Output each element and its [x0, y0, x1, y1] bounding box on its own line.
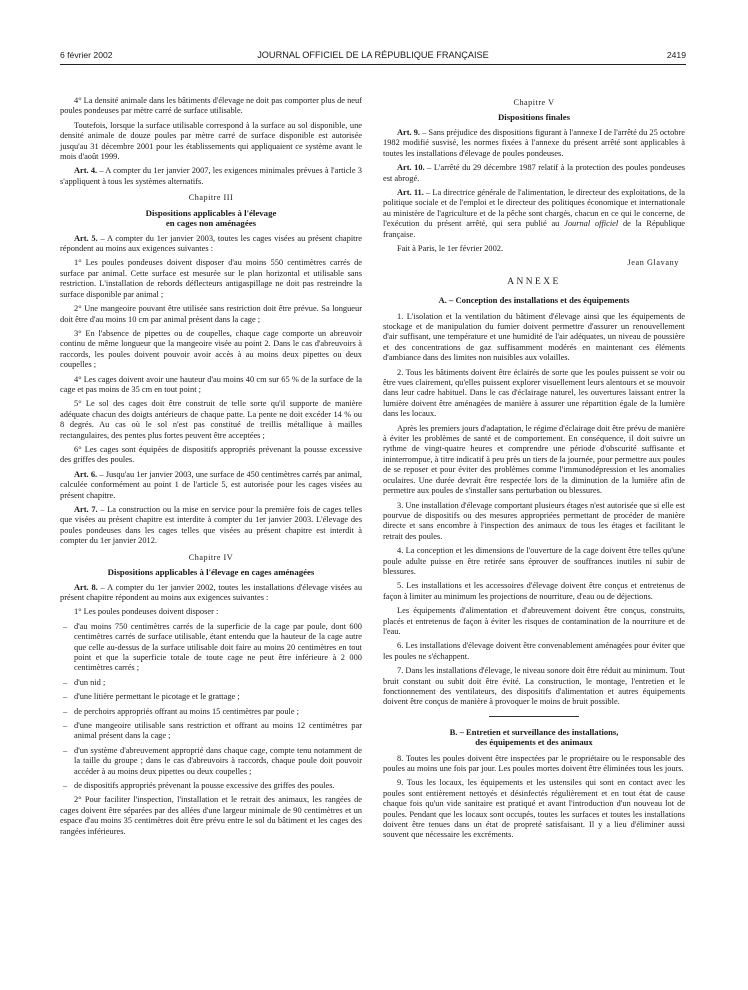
article-7 [60, 505, 362, 547]
section-b-heading-line: des équipements et des animaux [475, 737, 593, 748]
paragraph: 7. Dans les installations d'élevage, le niveau sonore doit être réduit au minimum. Tout bruit constant ou subit doit être évité. La construction, le montage, l'entretien et le fonctionnement des ventilateurs, des dispositifs d'alimentation et autres équipements doivent être conçus de manière à provoquer le moins de bruit possible. [383, 666, 685, 707]
paragraph: 6° Les cages sont équipées de dispositifs appropriés prévenant la pousse excessive des griffes des poules. [60, 444, 362, 465]
signature: Jean Glavany [627, 258, 679, 268]
article-text: – La directrice générale de l'alimentation, le directeur des exploitations, de la politique sociale et de l'emploi et le directeur des politiques économique et internationale au ministère de l'agriculture et de la pêche sont chargés, chacun en ce qui le concerne, de l'exécution du présent arrêté, qui sera publié au [383, 187, 686, 229]
list-item: – d'au moins 750 centimètres carrés de la superficie de la cage par poule, dont 600 centimètres carrés de surface utilisable, étant entendu que la hauteur de la cage autre que celle au-dessus de la surface utilisable doit faire au moins 20 centimètres en tout point et que la superficie totale de toute cage ne peut être inférieure à 2 000 centimètres carrés ; [60, 622, 362, 674]
left-column [60, 96, 362, 841]
article-11 [383, 188, 685, 240]
paragraph: 1. L'isolation et la ventilation du bâtiment d'élevage ainsi que les équipements de stockage et de manipulation du fumier doivent permettre d'assurer un renouvellement d'air suffisant, une température et une humidité de l'air adéquates, un niveau de poussière et des concentrations de gaz suffisamment modérés en maintenant ces éléments d'ambiance dans des limites non nuisibles aux volailles. [383, 311, 685, 363]
chapter-heading: Chapitre IV [188, 552, 234, 562]
article-label: Art. 7. [74, 505, 98, 514]
header-rule [60, 64, 686, 65]
done-at-paris: Fait à Paris, le 1er février 2002. [397, 243, 504, 253]
article-label: Art. 9. [397, 127, 421, 137]
annex-heading: ANNEXE [507, 276, 561, 287]
paragraph: 2° Une mangeoire pouvant être utilisée sans restriction doit être prévue. Sa longueur doit être d'au moins 10 cm par animal présent dans la cage ; [60, 304, 362, 324]
paragraph: 3. Une installation d'élevage comportant plusieurs étages n'est autorisée que si elle est pourvue de dispositifs ou des mesures appropriées permettant de procéder de manière directe et sans encombre à l'inspection des animaux de tous les étages et facilitant le retrait des poules. [383, 500, 685, 541]
paragraph: 1° Les poules pondeuses doivent disposer d'au moins 550 centimètres carrés de surface par animal. Cette surface est mesurée sur le plan horizontal et utilisable sans restriction. L'installation de rebords déflecteurs antigaspillage ne doit pas restreindre la surface disponible par animal ; [60, 258, 362, 299]
article-9 [383, 128, 685, 159]
article-label: Art. 10. [397, 163, 425, 173]
article-text: – La construction ou la mise en service pour la première fois de cages telles que visées au présent chapitre est interdite à compter du 1er janvier 2003. L'élevage des poules pondeuses dans les cages telles que visées au présent chapitre est interdit à compter du 1er janvier 2012. [60, 505, 363, 546]
article-text: – L'arrêté du 29 décembre 1987 relatif à la protection des poules pondeuses est abrogé. [383, 163, 685, 183]
paragraph: Les équipements d'alimentation et d'abreuvement doivent être conçus, construits, placés et entretenus de façon à éviter les risques de contamination de la nourriture et de l'eau. [383, 606, 685, 636]
article-text: – A compter du 1er janvier 2002, toutes les installations d'élevage visées au présent chapitre répondent au moins aux exigences suivantes : [60, 582, 363, 602]
paragraph: 6. Les installations d'élevage doivent être convenablement aménagées pour éviter que les poules ne s'échappent. [383, 641, 685, 661]
chapter-heading: Chapitre III [188, 193, 234, 203]
paragraph: Toutefois, lorsque la surface utilisable correspond à la surface au sol disponible, une densité animale de douze poules par mètre carré de surface disponible est autorisée jusqu'au 31 décembre 2001 pour les établissements qui appliquaient ce système avant le mois d'août 1999. [60, 120, 362, 162]
paragraph: 4° Les cages doivent avoir une hauteur d'au moins 40 cm sur 65 % de la surface de la cage et pas moins de 35 cm en tout point ; [60, 374, 362, 394]
article-label: Art. 6. [74, 469, 98, 479]
paragraph: 8. Toutes les poules doivent être inspectées par le propriétaire ou le responsable des poules au moins une fois par jour. Les poules mortes doivent être éliminées tous les jours. [383, 753, 685, 774]
paragraph: 5. Les installations et les accessoires d'élevage doivent être conçus et entretenus de façon à limiter au minimum les projections de nourriture, d'eau ou de déjections. [383, 581, 685, 601]
article-label: Art. 11. [397, 187, 424, 197]
article-8 [60, 583, 362, 604]
article-text-end: de la République française. [383, 219, 685, 239]
list-item: – de dispositifs appropriés prévenant la pousse excessive des griffes des poules. [60, 781, 362, 791]
article-5 [60, 234, 362, 255]
paragraph: 9. Tous les locaux, les équipements et les ustensiles qui sont en contact avec les poules sont entièrement nettoyés et désinfectés régulièrement et en tout état de cause chaque fois qu'un vide sanitaire est pratiqué et avant l'introduction d'un nouveau lot de poules. Pendant que les locaux sont occupés, toutes les surfaces et toutes les installations doivent être tenues dans un état de propreté satisfaisant. Il y a lieu d'éliminer aussi souvent que nécessaire les excréments. [383, 778, 685, 840]
right-column [383, 96, 685, 845]
article-label: Art. 4. [74, 166, 98, 176]
article-text: – Jusqu'au 1er janvier 2003, une surface de 450 centimètres carrés par animal, calculée conformément au point 1 de l'article 5, est autorisée pour les cages visées au présent chapitre. [60, 469, 362, 500]
paragraph: 2. Tous les bâtiments doivent être éclairés de sorte que les poules puissent se voir ou être vues clairement, qu'elles puissent explorer visuellement leurs alentours et se mouvoir dans leur cadre habituel. Dans le cas d'éclairage naturel, les ouvertures laissant entrer la lumière doivent être aménagées de manière à assurer une répartition égale de la lumière dans les locaux. [383, 367, 685, 419]
header-date: 6 février 2002 [60, 50, 113, 60]
paragraph: 1° Les poules pondeuses doivent disposer : [74, 607, 219, 617]
article-4 [60, 166, 362, 187]
section-b-heading-line: B. – Entretien et surveillance des installations, [449, 726, 619, 737]
paragraph: Après les premiers jours d'adaptation, le régime d'éclairage doit être prévu de manière à éviter les problèmes de santé et de comportement. En conséquence, il doit suivre un rythme de vingt-quatre heures et comprendre une période d'obscurité suffisante et ininterrompue, à titre indicatif à peu près un tiers de la journée, pour permettre aux poules de se reposer et pour éviter des problèmes comme l'immunodépression et les anomalies oculaires. Une durée devrait être respectée lors de la diminution de la lumière afin de permettre aux poules de s'installer sans perturbation ou blessures. [383, 423, 685, 496]
article-text: – Sans préjudice des dispositions figurant à l'annexe I de l'arrêté du 25 octobre 1982 modifié susvisé, les normes fixées à l'annexe du présent arrêté sont applicables à toutes les installations d'élevage de poules pondeuses. [383, 127, 685, 158]
chapter-title: Dispositions applicables à l'élevage en cages aménagées [107, 567, 315, 578]
section-b-heading [383, 727, 685, 748]
list-item: – de perchoirs appropriés offrant au moins 15 centimètres par poule ; [60, 707, 362, 717]
article-text: – A compter du 1er janvier 2007, les exigences minimales prévues à l'article 3 s'appliquent à tous les systèmes alternatifs. [60, 166, 362, 186]
paragraph: 5° Le sol des cages doit être construit de telle sorte qu'il supporte de manière adéquate chacun des doigts antérieurs de chaque patte. La pente ne doit excéder 14 % ou 8 degrés. Au cas où le sol n'est pas constitué de treillis métallique à mailles rectangulaires, des pentes plus fortes peuvent être acceptées ; [60, 399, 362, 440]
list-item: – d'un système d'abreuvement approprié dans chaque cage, compte tenu notamment de la taille du groupe ; dans le cas d'abreuvoirs à raccords, chaque poule doit pouvoir accéder à au moins deux pipettes ou deux coupelles ; [60, 746, 362, 777]
paragraph: 4° La densité animale dans les bâtiments d'élevage ne doit pas comporter plus de neuf poules pondeuses par mètre carré de surface utilisable. [60, 96, 362, 116]
list-item: – d'une mangeoire utilisable sans restriction et offrant au moins 12 centimètres par animal présent dans la cage ; [60, 721, 362, 742]
chapter-title: Dispositions finales [497, 112, 571, 123]
article-10 [383, 163, 685, 184]
article-label: Art. 5. [74, 233, 98, 243]
header-page-number: 2419 [666, 50, 686, 60]
paragraph: 3° En l'absence de pipettes ou de coupelles, chaque cage comporte un abreuvoir continu de même longueur que la mangeoire visée au point 2. Dans le cas d'abreuvoirs à raccords, les poules doivent pouvoir avoir accès à au moins deux pipettes ou deux coupelles ; [60, 328, 362, 370]
article-label: Art. 8. [74, 582, 98, 592]
journal-name: Journal officiel [564, 219, 619, 229]
section-a-heading: A. – Conception des installations et des équipements [438, 295, 630, 306]
chapter-heading: Chapitre V [513, 98, 555, 107]
chapter-title-line: en cages non aménagées [165, 218, 257, 229]
paragraph: 2° Pour faciliter l'inspection, l'installation et le retrait des animaux, les rangées de cages doivent être séparées par des allées d'une largeur minimale de 90 centimètres et un espace d'au moins 35 centimètres doit être prévu entre le sol du bâtiment et les cages des rangées inférieures. [60, 795, 362, 836]
paragraph: 4. La conception et les dimensions de l'ouverture de la cage doivent être telles qu'une poule adulte puisse en être retirée sans éprouver de souffrances inutiles ni subir de blessures. [383, 546, 685, 576]
chapter-title-line: Dispositions applicables à l'élevage [145, 207, 277, 218]
article-text: – A compter du 1er janvier 2003, toutes les cages visées au présent chapitre répondent au moins aux exigences suivantes : [60, 233, 362, 254]
list-item: – d'une litière permettant le picotage et le grattage ; [60, 692, 362, 702]
list-item: – d'un nid ; [60, 678, 362, 688]
article-6 [60, 470, 362, 501]
chapter-title [60, 208, 362, 229]
header-journal-title: JOURNAL OFFICIEL DE LA RÉPUBLIQUE FRANÇAISE [257, 50, 489, 60]
section-divider [489, 716, 579, 717]
